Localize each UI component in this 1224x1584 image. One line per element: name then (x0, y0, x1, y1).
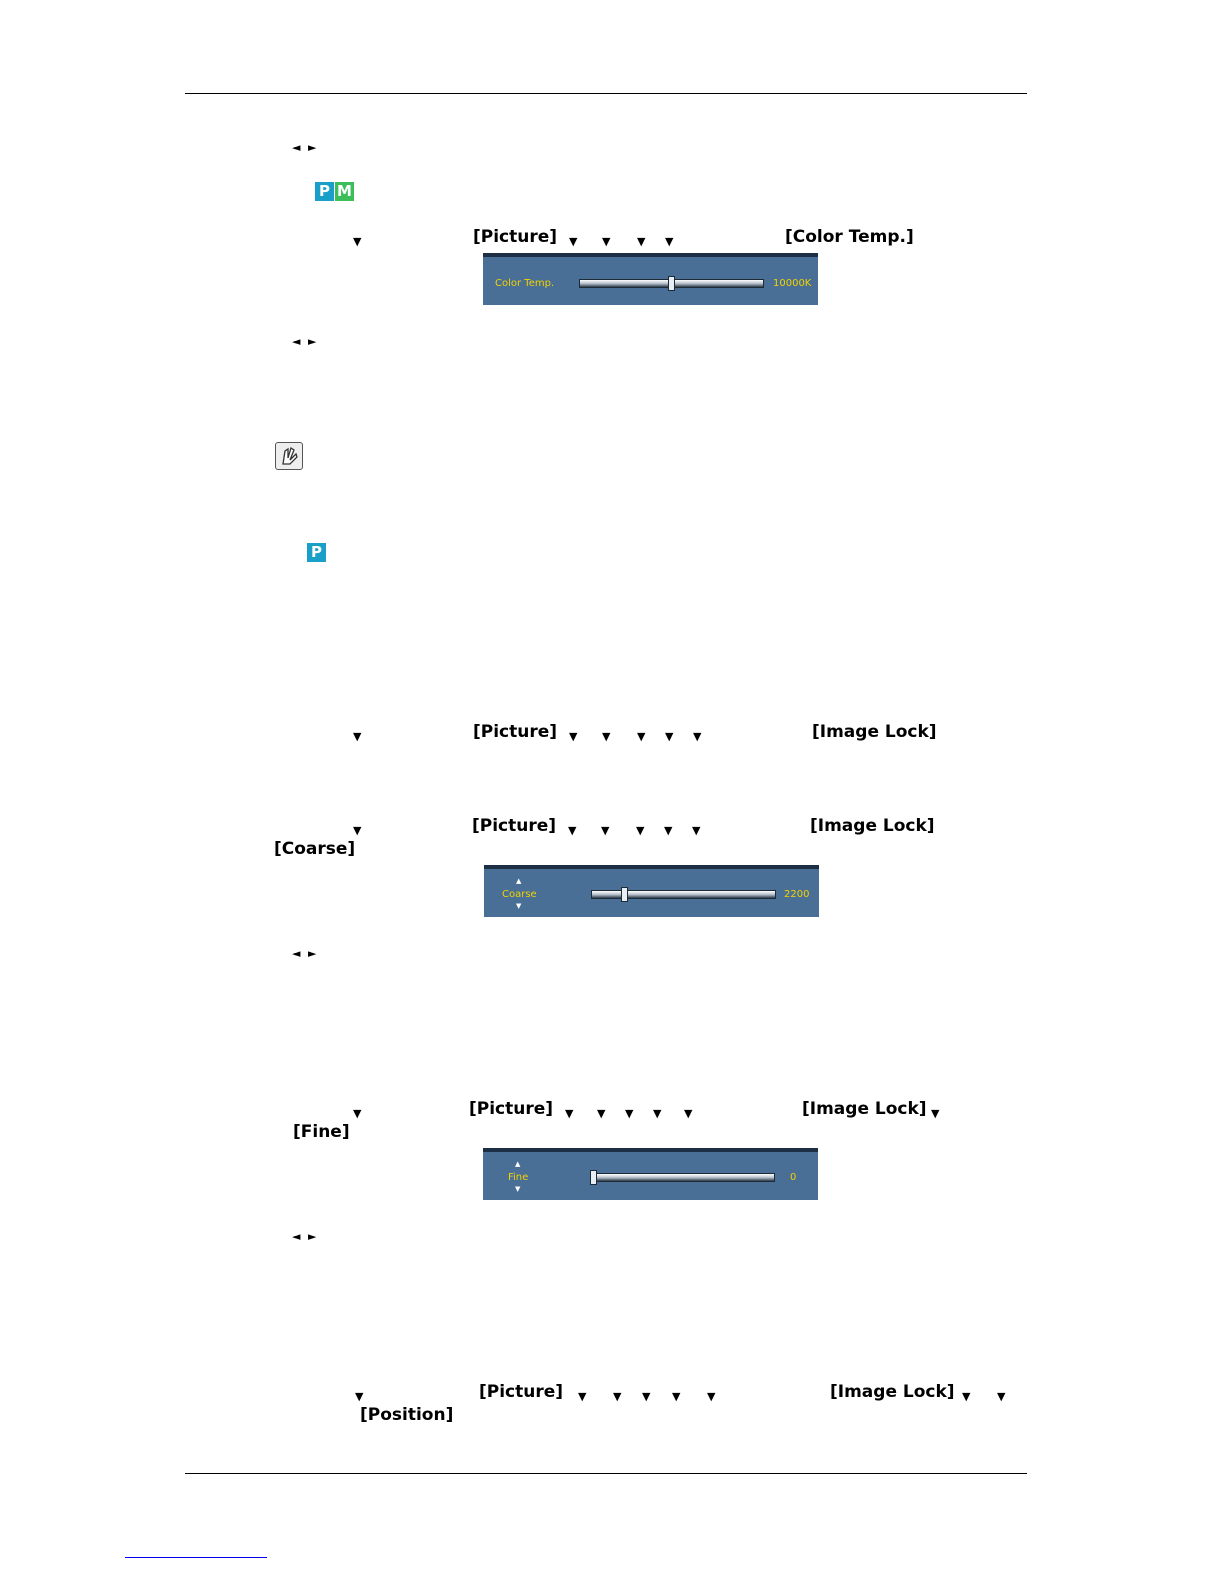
down-arrow-icon: ▼ (353, 1107, 362, 1120)
down-arrow-icon: ▼ (355, 1390, 364, 1403)
header-rule (185, 93, 1027, 94)
p-mode-badge: P (315, 182, 334, 201)
down-arrow-icon: ▼ (931, 1107, 940, 1120)
osd-value: 2200 (784, 889, 810, 900)
left-right-arrows-icon: ◄ ► (292, 947, 319, 960)
down-arrow-icon: ▼ (568, 824, 577, 837)
down-arrow-icon: ▼ (613, 1390, 622, 1403)
menu-image-lock-label: [Image Lock] (802, 1099, 927, 1119)
menu-color-temp-label: [Color Temp.] (785, 227, 914, 247)
down-arrow-icon: ▼ (353, 824, 362, 837)
down-arrow-icon: ▼ (693, 730, 702, 743)
footer-link[interactable] (125, 1557, 267, 1558)
osd-slider-track (590, 1173, 775, 1182)
down-arrow-icon: ▼ (642, 1390, 651, 1403)
osd-label: Color Temp. (495, 278, 555, 289)
down-arrow-icon: ▼ (569, 235, 578, 248)
down-arrow-icon: ▼ (625, 1107, 634, 1120)
down-arrow-icon: ▼ (602, 235, 611, 248)
down-arrow-icon: ▼ (664, 824, 673, 837)
color-temp-osd-panel (483, 253, 818, 305)
up-arrow-icon: ▲ (515, 1160, 521, 1168)
down-arrow-icon: ▼ (653, 1107, 662, 1120)
menu-fine-label: [Fine] (293, 1122, 350, 1142)
osd-slider-knob (668, 276, 675, 291)
menu-picture-label: [Picture] (469, 1099, 554, 1119)
down-arrow-icon: ▼ (516, 902, 522, 910)
osd-slider-track (591, 890, 776, 899)
down-arrow-icon: ▼ (684, 1107, 693, 1120)
left-right-arrows-icon: ◄ ► (292, 141, 319, 154)
down-arrow-icon: ▼ (665, 730, 674, 743)
p-mode-badge: P (307, 543, 326, 562)
menu-image-lock-label: [Image Lock] (830, 1382, 955, 1402)
down-arrow-icon: ▼ (565, 1107, 574, 1120)
down-arrow-icon: ▼ (962, 1390, 971, 1403)
down-arrow-icon: ▼ (636, 824, 645, 837)
menu-coarse-label: [Coarse] (274, 839, 356, 859)
coarse-osd-panel (484, 865, 819, 917)
down-arrow-icon: ▼ (353, 235, 362, 248)
menu-position-label: [Position] (360, 1405, 454, 1425)
osd-slider-knob (621, 887, 628, 902)
down-arrow-icon: ▼ (515, 1185, 521, 1193)
down-arrow-icon: ▼ (602, 730, 611, 743)
footer-rule (185, 1473, 1027, 1474)
down-arrow-icon: ▼ (692, 824, 701, 837)
left-right-arrows-icon: ◄ ► (292, 335, 319, 348)
osd-slider-knob (590, 1170, 597, 1185)
down-arrow-icon: ▼ (597, 1107, 606, 1120)
down-arrow-icon: ▼ (601, 824, 610, 837)
osd-label: Fine (508, 1172, 529, 1183)
down-arrow-icon: ▼ (353, 730, 362, 743)
down-arrow-icon: ▼ (672, 1390, 681, 1403)
note-icon (275, 442, 303, 470)
left-right-arrows-icon: ◄ ► (292, 1230, 319, 1243)
osd-value: 10000K (773, 278, 812, 289)
osd-label: Coarse (502, 889, 537, 900)
menu-picture-label: [Picture] (472, 816, 557, 836)
m-mode-badge: M (335, 182, 354, 201)
menu-picture-label: [Picture] (473, 722, 558, 742)
down-arrow-icon: ▼ (637, 235, 646, 248)
menu-picture-label: [Picture] (473, 227, 558, 247)
menu-image-lock-label: [Image Lock] (810, 816, 935, 836)
fine-osd-panel (483, 1148, 818, 1200)
down-arrow-icon: ▼ (637, 730, 646, 743)
down-arrow-icon: ▼ (997, 1390, 1006, 1403)
menu-image-lock-label: [Image Lock] (812, 722, 937, 742)
osd-value: 0 (790, 1172, 797, 1183)
menu-picture-label: [Picture] (479, 1382, 564, 1402)
down-arrow-icon: ▼ (578, 1390, 587, 1403)
down-arrow-icon: ▼ (707, 1390, 716, 1403)
down-arrow-icon: ▼ (665, 235, 674, 248)
up-arrow-icon: ▲ (516, 877, 522, 885)
down-arrow-icon: ▼ (569, 730, 578, 743)
